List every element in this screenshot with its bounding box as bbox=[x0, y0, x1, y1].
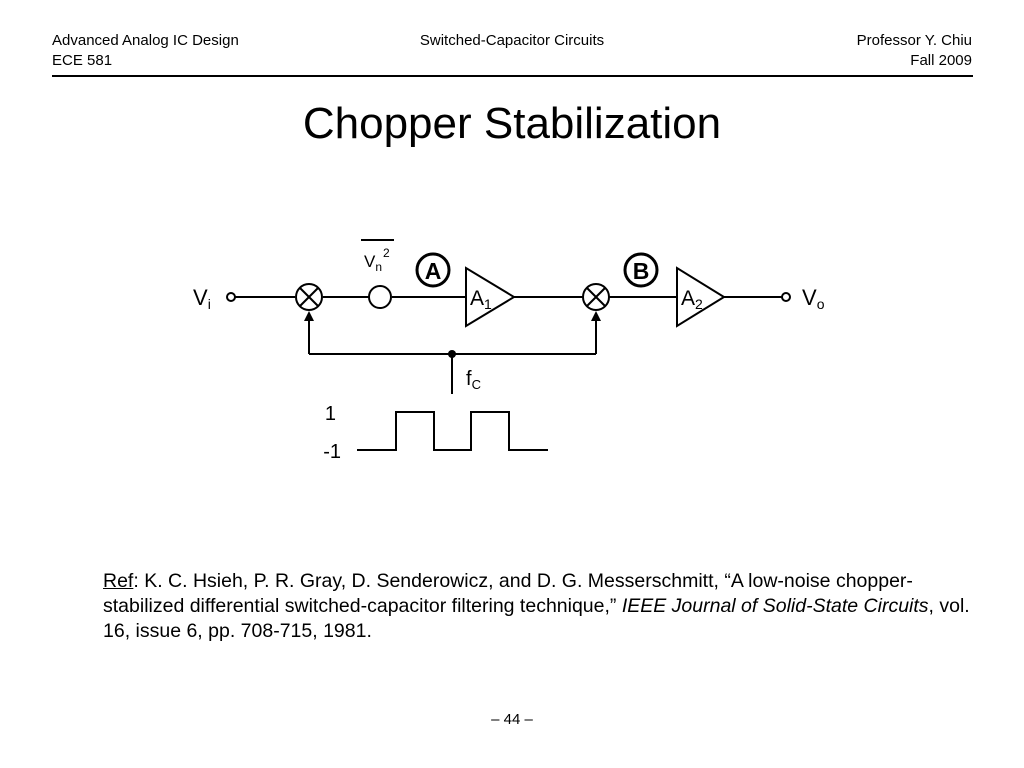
clock-label: $f_C$ bbox=[466, 368, 481, 392]
noise-source bbox=[369, 286, 391, 308]
reference-citation bbox=[103, 569, 973, 644]
arrow-to-mixer-2 bbox=[591, 311, 601, 321]
arrow-to-mixer-1 bbox=[304, 311, 314, 321]
reference-authors: : K. C. Hsieh, P. R. Gray, D. Senderowicz, and D. G. Messerschmitt, “A low-noise chopper-stabilized differential switched-capacitor filtering technique,” bbox=[103, 570, 913, 617]
reference-journal: IEEE Journal of Solid-State Circuits bbox=[621, 595, 929, 617]
mixer-2 bbox=[583, 284, 609, 310]
header-course-title: Advanced Analog IC Design bbox=[52, 32, 239, 49]
output-terminal bbox=[782, 293, 790, 301]
mixer-1 bbox=[296, 284, 322, 310]
header-topic: Switched-Capacitor Circuits bbox=[419, 32, 605, 49]
clock-junction-dot bbox=[448, 350, 456, 358]
page-number: – 44 – bbox=[491, 711, 533, 728]
clock-waveform bbox=[357, 412, 548, 450]
header-course-code: ECE 581 bbox=[52, 52, 113, 69]
header-term: Fall 2009 bbox=[910, 52, 972, 69]
noise-label: $V_n^2$ bbox=[364, 246, 390, 274]
input-terminal bbox=[227, 293, 235, 301]
slide-title: Chopper Stabilization bbox=[302, 99, 722, 148]
output-label: Vo bbox=[802, 285, 825, 312]
reference-label: Ref bbox=[103, 570, 134, 592]
amplifier-1-label: A1 bbox=[470, 287, 492, 312]
amplifier-2-label: A2 bbox=[681, 287, 703, 312]
waveform-high-label: 1 bbox=[324, 403, 336, 425]
header-instructor: Professor Y. Chiu bbox=[856, 32, 972, 49]
node-a-label: A bbox=[424, 258, 442, 284]
node-b-label: B bbox=[632, 258, 650, 284]
waveform-low-label: -1 bbox=[323, 441, 341, 463]
input-label: Vi bbox=[193, 285, 211, 312]
reference-details: , vol. 16, issue 6, pp. 708-715, 1981. bbox=[103, 595, 970, 642]
